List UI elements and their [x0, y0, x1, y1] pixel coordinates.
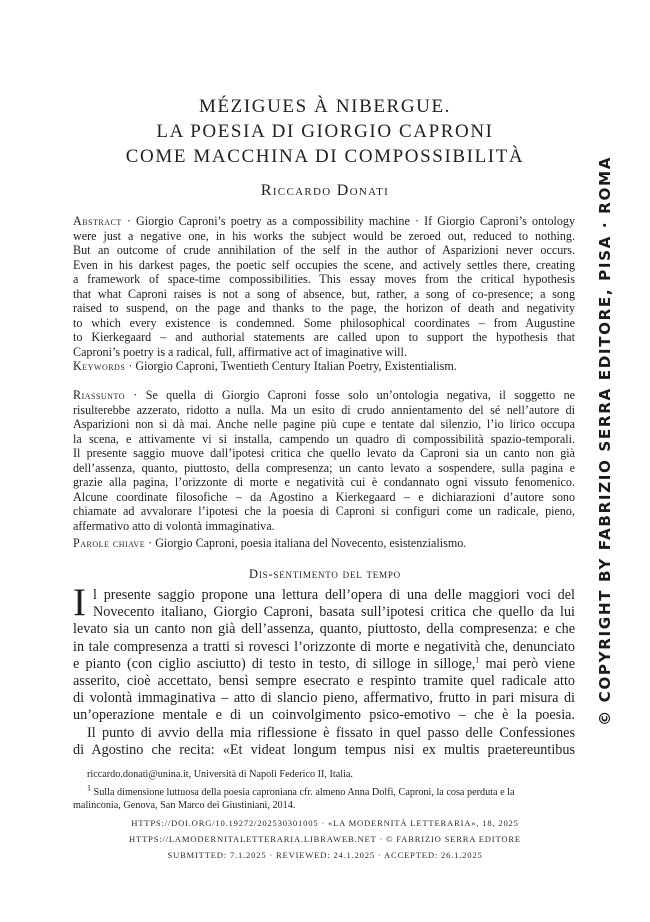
- riassunto-line: affermativo atto di volontà immaginativa.: [73, 518, 275, 533]
- abstract-line: to Kierkegaard – and authorial statements are called upon to support the hypothesis that: [73, 330, 575, 344]
- abstract-line: Even in his darkest pages, the poetic self occupies the scene, and actively settles there, creating: [73, 257, 575, 272]
- body-line-tail: mai però viene: [485, 655, 576, 672]
- keywords-label: Keywords: [73, 359, 126, 373]
- footnotes: [73, 768, 575, 813]
- abstract-line: Caproni’s poetry is a radical, full, affirmative act of imaginative will.: [73, 344, 407, 359]
- abstract-line: to which every existence is condemned. Some philosophical coordinates – from Augustine: [73, 315, 575, 330]
- riassunto-line: · Se quella di Giorgio Caproni fosse solo un’ontologia negativa, il soggetto ne: [133, 388, 575, 402]
- abstract-line: were just a negative one, in his works the subject would be zeroed out, reduced to nothing.: [73, 228, 575, 243]
- abstract-line: raised to suspend, on the page and thanks to the page, the horizon of death and negativity: [73, 301, 575, 315]
- body-text: [73, 581, 576, 759]
- abstract-line: that what Caproni raises is not a song of absence, but, rather, a song of co-presence; a song: [73, 286, 575, 301]
- body-line: un’operazione mentale e di un coinvolgimento psico-emotivo – che è la poesia.: [73, 707, 575, 724]
- riassunto-line: chiamate ad avvalorare l’ipotesi che la poesia di Caproni si configuri come un radicale, pieno,: [73, 504, 575, 518]
- riassunto-line: dell’assenza, quanto, piuttosto, della compresenza; un canto levato a sospendere, sulla pagina e: [73, 460, 575, 475]
- doi-line: HTTPS://DOI.ORG/10.19272/202530301005 · «LA MODERNITÀ LETTERARIA», 18, 2025: [131, 818, 519, 828]
- footnote-marker: 1: [87, 783, 91, 793]
- parole-chiave-text: · Giorgio Caproni, poesia italiana del Novecento, esistenzialismo.: [148, 536, 467, 550]
- section-heading: Dis-sentimento del tempo: [249, 567, 401, 581]
- dates-line: SUBMITTED: 7.1.2025 · REVIEWED: 24.1.2025 · ACCEPTED: 26.1.2025: [167, 850, 483, 860]
- footnote-ref[interactable]: 1: [475, 655, 480, 665]
- abstract-block: [73, 214, 575, 374]
- body-line: levato sia un canto non già dell’assenza, quanto, piuttosto, della compresenza: e che: [73, 621, 575, 638]
- title-line-3: COME MACCHINA DI COMPOSSIBILITÀ: [125, 146, 525, 167]
- riassunto-line: grazie alla pagina, l’orizzonte di morte e negatività cui è condannato ogni vissuto fenomenico.: [73, 475, 575, 489]
- riassunto-line: Alcune coordinate filosofiche – da Agostino a Kierkegaard – e dichiarazioni d’autore sono: [73, 489, 575, 504]
- riassunto-line: risulterebbe azzerato, ridotto a nulla. Ma un esito di crudo annientamento del sé nell’autore di: [73, 402, 575, 417]
- parole-chiave-label: Parole chiave: [73, 536, 146, 550]
- abstract-line: a framework of space-time compossibilities. This essay moves from the critical hypothesis: [73, 272, 575, 286]
- body-line: di Agostino che recita: «Et videat longum tempus nisi ex multis praetereuntibus: [73, 741, 575, 758]
- body-line: l presente saggio propone una lettura dell’opera di una delle maggiori voci del: [93, 587, 575, 603]
- author-email-note: riccardo.donati@unina.it, Università di Napoli Federico II, Italia.: [87, 769, 353, 780]
- site-line: HTTPS://LAMODERNITALETTERARIA.LIBRAWEB.NET · © FABRIZIO SERRA EDITORE: [129, 834, 521, 844]
- riassunto-block: [73, 388, 575, 551]
- abstract-label: Abstract: [73, 214, 122, 228]
- riassunto-line: Asparizioni non si dà mai. Anche nelle pagine più cupe e tentate dal silenzio, l’io lirico occupa: [73, 417, 575, 431]
- footnote-text: Sulla dimensione luttuosa della poesia caproniana cfr. almeno Anna Dolfi, Caproni, la cosa perduta e la: [93, 786, 515, 798]
- title-line-1: MÉZIGUES À NIBERGUE.: [198, 96, 452, 117]
- abstract-line: But an outcome of crude annihilation of the self in the author of Asparizioni never occurs.: [73, 243, 575, 257]
- riassunto-label: Riassunto: [73, 388, 125, 402]
- abstract-line: · Giorgio Caproni’s poetry as a compossibility machine · If Giorgio Caproni’s ontology: [126, 214, 575, 228]
- riassunto-line: Il presente saggio muove dall’ipotesi critica che quello levato da Caproni sia un canto non già: [73, 446, 575, 460]
- copyright-sidebar: [594, 155, 616, 726]
- title-line-2: LA POESIA DI GIORGIO CAPRONI: [156, 121, 494, 142]
- riassunto-line: la scena, e attivamente vi si installa, campendo un quadro di compossibilità spazio-temporali.: [73, 431, 575, 446]
- body-line: asserito, cioè accettato, bensì sempre esecrato e respinto tramite quel radicale atto: [73, 673, 575, 690]
- body-line: Il punto di avvio della mia riflessione è fissato in quel passo delle Confessiones: [87, 724, 575, 741]
- keywords-text: · Giorgio Caproni, Twentieth Century Italian Poetry, Existentialism.: [128, 359, 457, 373]
- drop-cap: I: [73, 581, 86, 624]
- author-name: Riccardo Donati: [260, 182, 390, 199]
- body-line: e pianto (con ciglio asciutto) di testo in testo, di silloge in silloge,: [73, 655, 476, 672]
- copyright-text: © COPYRIGHT BY FABRIZIO SERRA EDITORE, PISA · ROMA: [596, 155, 614, 726]
- body-line: di volontà immaginativa – atto di slancio pieno, affermativo, frutto in pari misura di: [73, 690, 575, 707]
- body-line: in tale compresenza a tratti si rovesci l’orizzonte di morte e negatività che, denunciato: [73, 638, 575, 655]
- body-line: Novecento italiano, Giorgio Caproni, basata sull’ipotesi critica che quello da lui: [93, 604, 575, 621]
- footnote-text: malinconia, Genova, San Marco dei Giustiniani, 2014.: [73, 800, 296, 811]
